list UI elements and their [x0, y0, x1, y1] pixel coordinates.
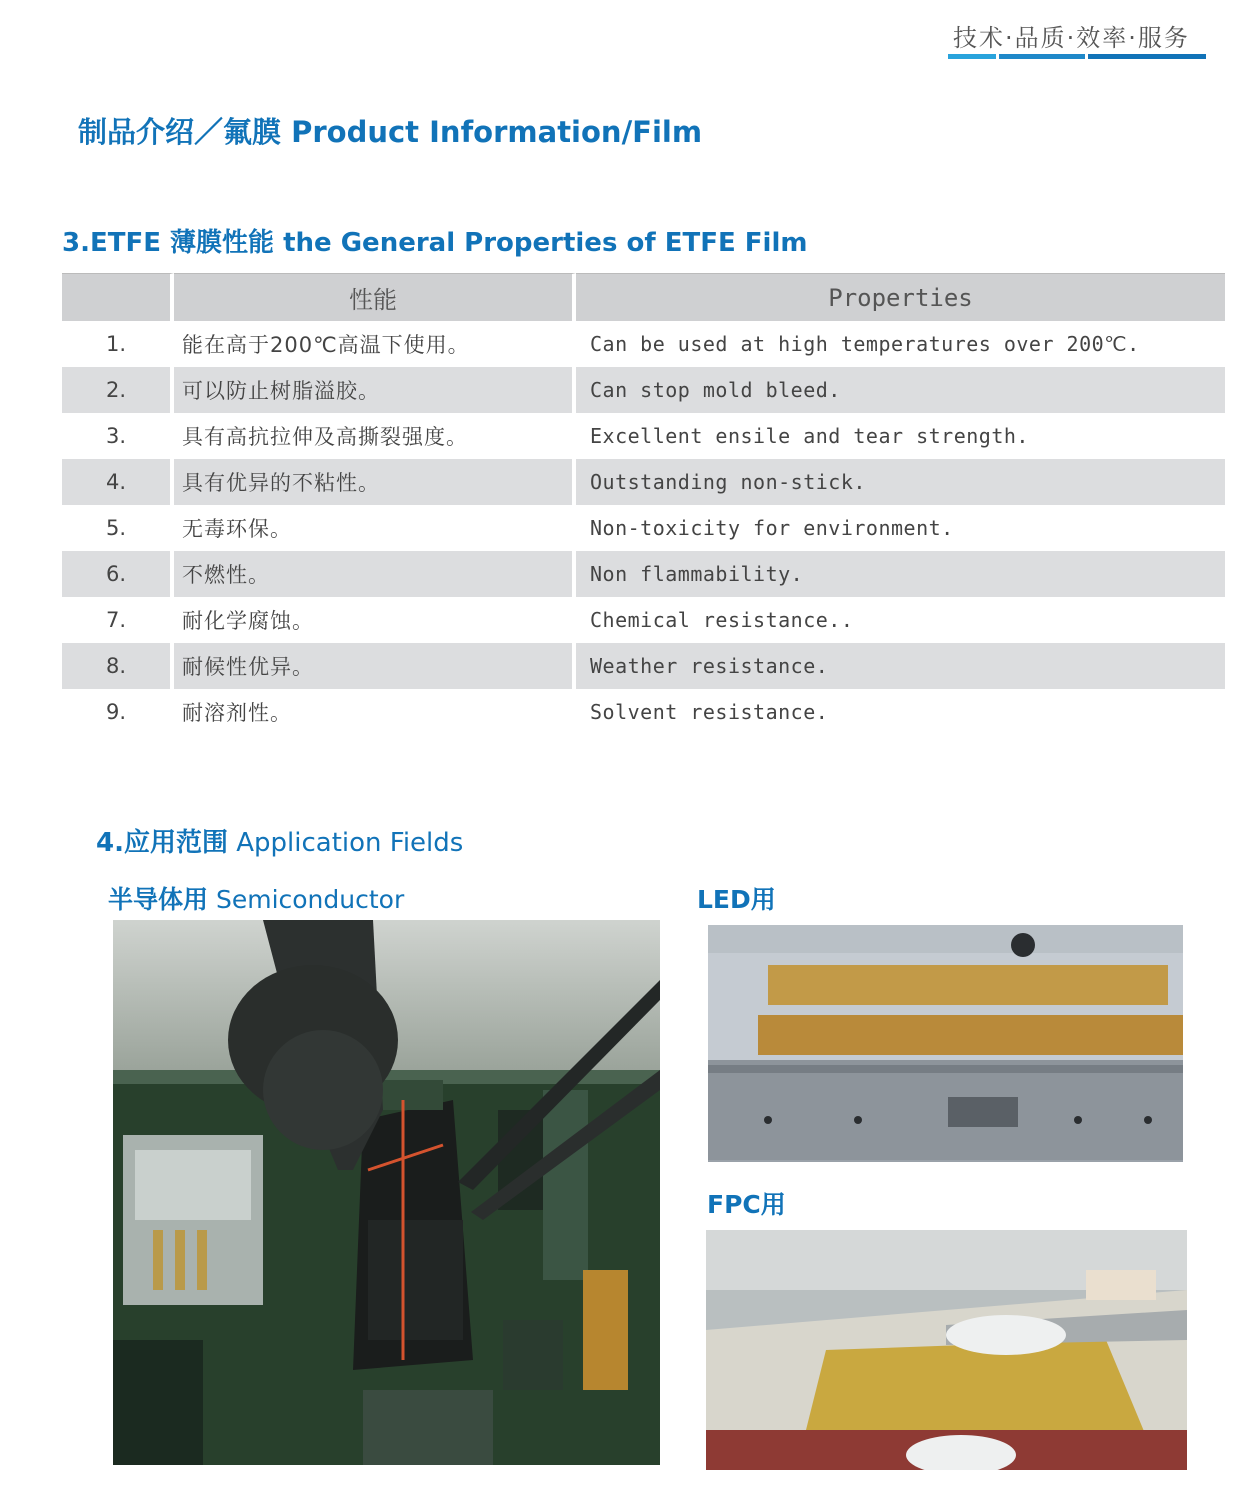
- row-property-cn: 耐溶剂性。: [174, 689, 576, 735]
- row-number: 1.: [62, 321, 174, 367]
- row-number: 9.: [62, 689, 174, 735]
- row-property-en: Non-toxicity for environment.: [590, 516, 954, 540]
- row-property-en: Weather resistance.: [576, 643, 1225, 689]
- row-property-cn: 不燃性。: [174, 551, 576, 597]
- led-label: [697, 880, 776, 916]
- row-property-cn: 具有优异的不粘性。: [174, 459, 576, 505]
- tagline-underline-segment-1: [948, 54, 996, 59]
- row-number: 6.: [62, 551, 174, 597]
- table-row: [62, 321, 1225, 367]
- table-header-cn: 性能: [174, 273, 576, 321]
- table-row: [62, 367, 1225, 413]
- table-header-en: Properties: [576, 273, 1225, 321]
- row-property-en: Non flammability.: [576, 551, 1225, 597]
- table-row: [62, 459, 1225, 505]
- section-title-applications: [96, 822, 463, 859]
- row-number: 3.: [62, 413, 174, 459]
- applications-title-cn: 4.应用范围: [96, 828, 228, 858]
- semiconductor-label-en: Semiconductor: [208, 885, 405, 914]
- led-label-text: LED用: [697, 885, 776, 914]
- row-property-en: Can stop mold bleed.: [576, 367, 1225, 413]
- table-row: [62, 505, 1225, 551]
- row-property-cn: 耐化学腐蚀。: [174, 597, 576, 643]
- row-property-en: Excellent ensile and tear strength.: [590, 424, 1029, 448]
- fpc-label-text: FPC用: [707, 1190, 786, 1219]
- fpc-photo-illustration: [706, 1230, 1187, 1470]
- row-number: 7.: [62, 597, 174, 643]
- fpc-photo: [706, 1230, 1187, 1470]
- row-property-cn: 耐候性优异。: [174, 643, 576, 689]
- row-property-en: Solvent resistance.: [590, 700, 829, 724]
- row-property-cn: 能在高于200℃高温下使用。: [174, 321, 576, 367]
- table-header-row: [62, 273, 1225, 321]
- led-photo: [708, 925, 1183, 1162]
- led-photo-illustration: [708, 925, 1183, 1162]
- tagline-underline-segment-2: [999, 54, 1085, 59]
- semiconductor-photo-illustration: [113, 920, 660, 1465]
- properties-table: [62, 273, 1225, 735]
- header-tagline: 技术·品质·效率·服务: [953, 24, 1190, 52]
- row-property-cn: 具有高抗拉伸及高撕裂强度。: [174, 413, 576, 459]
- row-number: 4.: [62, 459, 174, 505]
- row-property-cn: 无毒环保。: [174, 505, 576, 551]
- row-property-cn: 可以防止树脂溢胶。: [174, 367, 576, 413]
- table-row: [62, 689, 1225, 735]
- applications-title-en: Application Fields: [227, 828, 464, 858]
- page-title: 制品介绍／氟膜 Product Information/Film: [78, 115, 703, 149]
- row-property-en: Can be used at high temperatures over 200℃.: [590, 332, 1140, 356]
- row-property-en: Outstanding non-stick.: [576, 459, 1225, 505]
- semiconductor-photo: [113, 920, 660, 1465]
- table-header-number: [62, 273, 174, 321]
- semiconductor-label: [108, 880, 404, 916]
- table-row: [62, 643, 1225, 689]
- semiconductor-label-cn: 半导体用: [108, 885, 209, 914]
- table-row: [62, 413, 1225, 459]
- row-number: 5.: [62, 505, 174, 551]
- table-row: [62, 597, 1225, 643]
- tagline-underline-segment-3: [1088, 54, 1206, 59]
- fpc-label: [707, 1185, 786, 1221]
- row-number: 8.: [62, 643, 174, 689]
- table-row: [62, 551, 1225, 597]
- section-title-properties: 3.ETFE 薄膜性能 the General Properties of ETFE Film: [62, 228, 808, 258]
- row-property-en: Chemical resistance..: [590, 608, 854, 632]
- row-number: 2.: [62, 367, 174, 413]
